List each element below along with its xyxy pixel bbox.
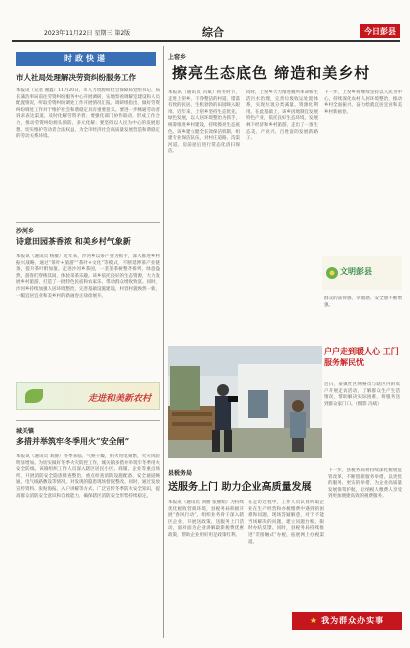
section-title: 综合 bbox=[202, 26, 224, 39]
section-banner: 时政快递 bbox=[16, 52, 156, 66]
article-subhead: 县税务局 bbox=[168, 470, 193, 477]
issue-date: 2023年11月22日 星期三 第2版 bbox=[44, 30, 131, 37]
article-body: 下一步，县税务局将持续深化税收征管改革，不断创新服务举措，以更优的服务、更实的举措，为企业高质量发展保驾护航，让纳税人缴费人享受到更加便捷高效的税费服务。 bbox=[328, 468, 402, 500]
campaign-logo-text: 文明彭县 bbox=[340, 266, 372, 276]
article-subhead: 沙河乡 bbox=[16, 228, 35, 235]
campaign-banner bbox=[292, 612, 402, 630]
flower-icon bbox=[324, 265, 340, 281]
caption-headline: 户户走到暖人心 工门服务解民忧 bbox=[324, 346, 399, 367]
article-body: 本报讯（通讯员 刘静）冬季来临，气候干燥，用火用电频繁，火灾风险明显增加。为切实做好冬季火灾防控工作，城关镇多措并举筑牢冬季用火安全防线。该镇组织工作人员深入辖区居民小区、商铺、企业等重点场所，开展消防安全隐患排查整治，重点检查消防设施配备、安全通道畅通、电气线路敷设等情况，对发现的隐患现场督促整改。同时，通过发放宣传资料、张贴海报、入户讲解等方式，广泛宣传冬季防火安全知识，提高群众消防安全意识和自救能力，确保辖区消防安全形势持续稳定。 bbox=[16, 454, 160, 499]
article-body: 在走访过程中，工作人员认真听取企业在生产经营和办税缴费中遇到的困难和问题，现场答疑解惑，对于不能当场解决的问题，建立问题台账，限时办结反馈。同时，县税务局持续推进“非接触式”办税，拓展网上办税渠道。 bbox=[248, 500, 324, 545]
newspaper-logo: 今日彭县 bbox=[360, 24, 400, 38]
divider bbox=[16, 420, 160, 421]
article-body: 群众的获得感、幸福感、安全感不断增强。 bbox=[324, 296, 402, 308]
article-body: 下一步，上窑乡将继续坚持以人民为中心，持续深化农村人居环境整治，推动乡村全面振兴，奋力绘就宜居宜业和美乡村新画卷。 bbox=[324, 90, 402, 115]
article-headline[interactable]: 送服务上门 助力企业高质量发展 bbox=[168, 482, 312, 493]
caption-body: 近日，某镇社区网格员与辖区内的农户开展走访活动，了解群众生产生活情况，帮助解决实际困难，将服务送到群众家门口。（摄影 冯斌） bbox=[324, 382, 400, 407]
campaign-logo bbox=[322, 256, 402, 290]
article-body: 本报讯（记者 谢鑫）11月20日，市人力资源和社会保障局党组书记、局长蒲浩率局前往劳资纠纷服务中心开展调研，实地察看调解室建设和人员配置情况，听取劳资纠纷调处工作开展情况汇报。调研组指出，做好劳资纠纷调处工作对于维护社会和谐稳定具有重要意义。要进一步畅通劳动者诉求表达渠道，及时化解劳资矛盾；要强化部门协作联动，形成工作合力，推动劳资纠纷源头预防、多元化解；要坚持以人民为中心的发展思想，切实维护劳动者合法权益，为全市经济社会高质量发展营造和谐稳定的劳动关系环境。 bbox=[16, 88, 160, 140]
article-body: 本报讯（通讯员 冯斌）初冬时节，走进上窑乡，干净整洁的村道、错落有致的民居、生机勃勃的田园映入眼帘。近年来，上窑乡坚持生态优先、绿色发展，以人居环境整治为抓手，统筹推进乡村建设，持续擦亮生态底色。该乡建立健全长效保洁机制，组建专业保洁队伍，对村庄道路、沟渠河道、房前屋后进行常态化清扫保洁。 bbox=[168, 90, 240, 155]
article-headline[interactable]: 多措并举筑牢冬季用火“安全闸” bbox=[16, 436, 130, 446]
article-headline[interactable]: 诗意田园茶香浓 和美乡村气象新 bbox=[16, 236, 131, 246]
campaign-banner-text: 我为群众办实事 bbox=[321, 616, 385, 625]
promo-text: 走进和美新农村 bbox=[87, 394, 151, 404]
promo-banner bbox=[16, 382, 160, 410]
divider bbox=[16, 222, 160, 223]
article-headline[interactable]: 市人社局处理解决劳资纠纷服务工作 bbox=[16, 73, 136, 82]
leaf-icon bbox=[25, 389, 43, 403]
article-body: 同时，上窑乡大力推进厕所革命和生活污水治理，完善垃圾收运处置体系，实现垃圾分类减量、资源化利用。在此基础上，该乡因地制宜发展特色产业，依托良好生态环境，发展林下经济和乡村旅游，走出了一条生态美、产业兴、百姓富的发展新路子。 bbox=[246, 90, 318, 142]
article-subhead: 上窑乡 bbox=[168, 54, 187, 61]
article-body: 本报讯（通讯员 刘丽 张丽娟）为持续优化税收营商环境，县税务局积极开展“春风行动”，组织业务骨干深入辖区企业，开展送政策、送服务上门活动，面对面为企业讲解最新税费优惠政策，帮助企业用好用足政策红利。 bbox=[168, 500, 244, 538]
star-icon: ★ bbox=[309, 616, 319, 625]
masthead bbox=[12, 26, 400, 42]
photo-image bbox=[168, 346, 322, 458]
news-photo[interactable] bbox=[168, 346, 322, 458]
article-subhead: 城关镇 bbox=[16, 428, 35, 435]
column-divider bbox=[163, 46, 164, 638]
lead-headline[interactable]: 擦亮生态底色 缔造和美乡村 bbox=[172, 64, 371, 82]
article-body: 本报讯（通讯员 杨敏）近年来，沙河乡以茶产业为抓手，深入推进乡村振兴战略，通过“茶叶+旅游”“茶叶+文化”等模式，不断延伸茶产业链条，提升茶叶附加值。走进沙河乡茶园，一垄垄茶树整齐排列，绿意盎然，游客们穿梭其间，体验采茶乐趣。该乡依托良好的生态资源，大力发展乡村旅游，打造了一批特色民宿和农家乐，带动群众增收致富。同时，沙河乡持续加强人居环境整治，完善基础设施建设，村容村貌焕然一新，一幅宜居宜业和美乡村的新画卷正徐徐展开。 bbox=[16, 254, 160, 299]
